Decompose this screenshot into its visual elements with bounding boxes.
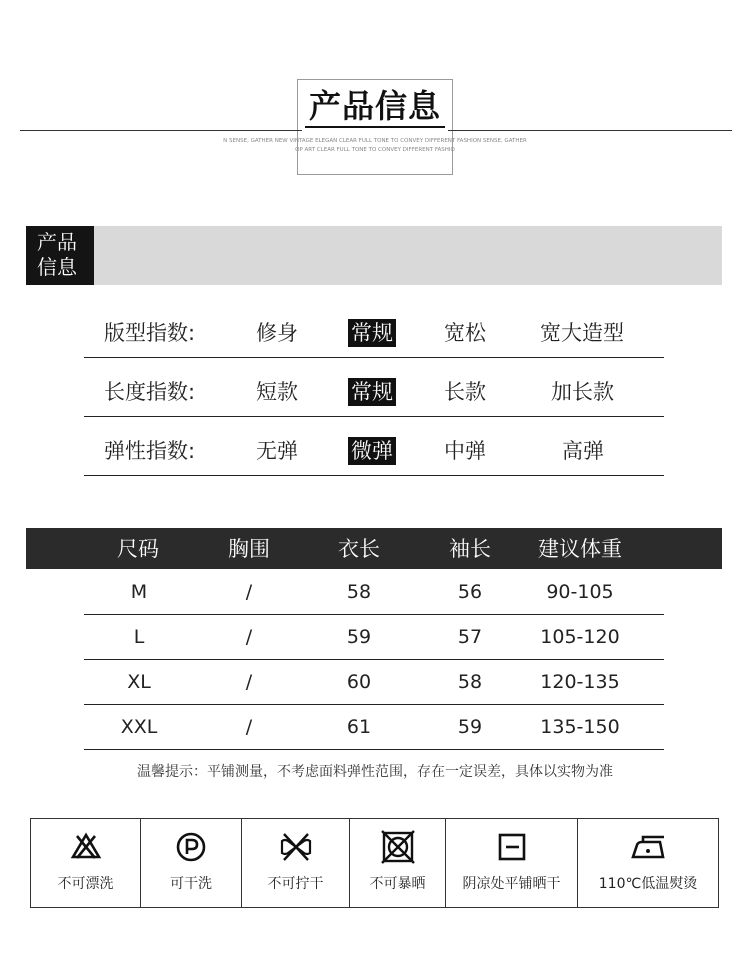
index-option-selected: 常规 <box>348 319 396 347</box>
iron-low-icon <box>626 827 670 867</box>
column-header-length: 衣长 <box>338 537 380 561</box>
dry-clean-icon <box>171 827 211 867</box>
index-option: 宽松 <box>444 321 486 345</box>
index-option: 加长款 <box>551 380 614 404</box>
no-wring-icon <box>276 827 316 867</box>
index-option: 无弹 <box>256 439 298 463</box>
column-header-size: 尺码 <box>117 537 159 561</box>
section-tag <box>26 226 94 285</box>
cell-length: 60 <box>346 671 372 693</box>
no-bleach-icon <box>66 827 106 867</box>
page-title: 产品信息 <box>308 87 441 125</box>
column-header-sleeve: 袖长 <box>449 537 491 561</box>
table-row <box>84 659 664 705</box>
section-tag-line-2: 信息 <box>37 255 77 279</box>
column-header-chest: 胸围 <box>228 537 270 561</box>
table-row <box>84 614 664 660</box>
care-label: 110℃低温熨烫 <box>598 876 698 892</box>
cell-size: L <box>133 626 145 648</box>
index-option: 短款 <box>256 380 298 404</box>
care-item <box>31 819 141 907</box>
cell-length: 61 <box>346 716 372 738</box>
elasticity-index-row <box>84 425 664 476</box>
title-underline <box>305 126 445 128</box>
cell-size: XL <box>127 671 151 693</box>
column-header-weight: 建议体重 <box>538 537 622 561</box>
section-tag-line-1: 产品 <box>37 230 77 254</box>
cell-size: M <box>130 581 148 603</box>
no-tumble-dry-icon <box>378 827 418 867</box>
care-item <box>350 819 446 907</box>
dry-flat-shade-icon <box>492 827 532 867</box>
care-label: 不可暴晒 <box>369 876 426 892</box>
index-option: 修身 <box>256 321 298 345</box>
care-item <box>446 819 578 907</box>
care-item <box>141 819 242 907</box>
cell-sleeve: 58 <box>457 671 483 693</box>
care-label: 可干洗 <box>170 876 212 892</box>
cell-sleeve: 57 <box>457 626 483 648</box>
length-index-row <box>84 366 664 417</box>
cell-weight: 120-135 <box>540 671 620 693</box>
care-item <box>242 819 350 907</box>
cell-sleeve: 59 <box>457 716 483 738</box>
subtitle-line-1: N SENSE, GATHER NEW VINTAGE ELEGAN CLEAR FULL TONE TO CONVEY DIFFERENT FASHION SENSE, GATHER <box>223 138 527 144</box>
index-option-selected: 常规 <box>348 378 396 406</box>
index-option: 长款 <box>444 380 486 404</box>
care-instructions <box>30 818 719 908</box>
table-row <box>84 569 664 615</box>
index-option: 中弹 <box>444 439 486 463</box>
care-label: 阴凉处平铺晒干 <box>462 876 561 892</box>
cell-chest: / <box>245 626 253 648</box>
index-option-selected: 微弹 <box>348 437 396 465</box>
cell-length: 58 <box>346 581 372 603</box>
size-table-header <box>26 528 722 569</box>
index-label: 版型指数: <box>104 321 196 345</box>
index-label: 长度指数: <box>104 380 196 404</box>
cell-weight: 135-150 <box>540 716 620 738</box>
cell-chest: / <box>245 716 253 738</box>
fit-index-row <box>84 307 664 358</box>
cell-chest: / <box>245 671 253 693</box>
cell-chest: / <box>245 581 253 603</box>
measurement-tip: 温馨提示：平铺测量，不考虑面料弹性范围，存在一定误差，具体以实物为准 <box>137 764 613 780</box>
section-banner <box>26 226 722 285</box>
cell-sleeve: 56 <box>457 581 483 603</box>
index-option: 高弹 <box>562 439 604 463</box>
care-label: 不可拧干 <box>267 876 324 892</box>
table-row <box>84 704 664 750</box>
care-label: 不可漂洗 <box>57 876 114 892</box>
cell-weight: 105-120 <box>540 626 620 648</box>
cell-size: XXL <box>120 716 158 738</box>
cell-weight: 90-105 <box>546 581 614 603</box>
index-option: 宽大造型 <box>540 321 624 345</box>
index-label: 弹性指数: <box>104 439 196 463</box>
cell-length: 59 <box>346 626 372 648</box>
care-item <box>578 819 718 907</box>
subtitle-line-2: OP ART CLEAR FULL TONE TO CONVEY DIFFERENT FASHIO <box>295 147 455 153</box>
